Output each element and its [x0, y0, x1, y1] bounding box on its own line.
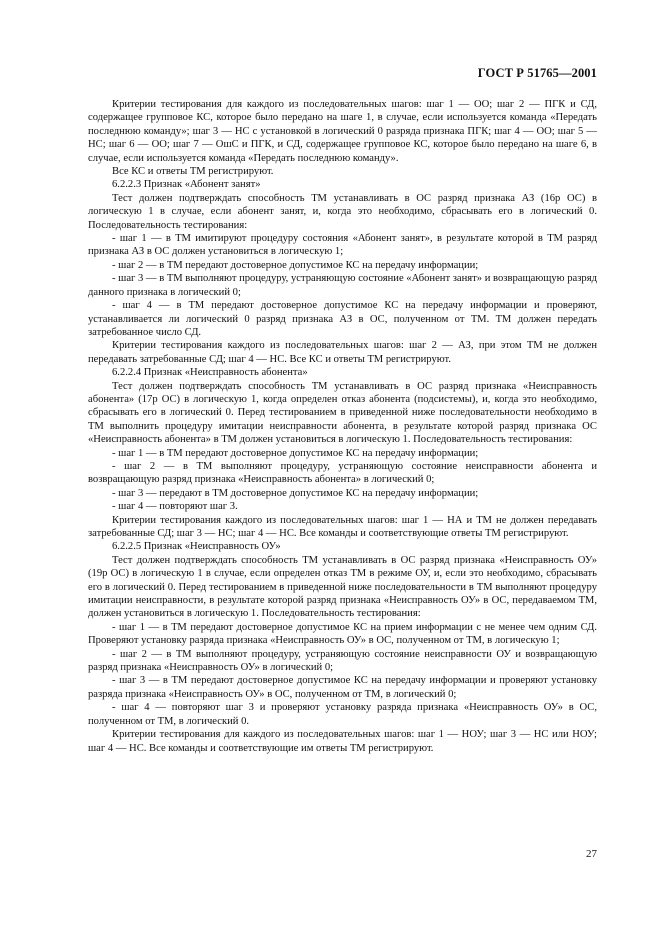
paragraph: Все КС и ответы ТМ регистрируют.: [112, 166, 274, 178]
paragraph: Тест должен подтверждать способность ТМ устанавливать в ОС разряд признака АЗ (16р ОС) в логическую 1 в случае, если абонент занят, и, когда это необходимо, сбрасывать его в логический 0. Последовательность тестирования:: [88, 192, 597, 231]
list-item: - шаг 4 — повторяют шаг 3 и проверяют установку разряда признака «Неисправность ОУ» в ОС, полученном от ТМ, в логический 0.: [88, 702, 597, 727]
list-item: - шаг 2 — в ТМ передают достоверное допустимое КС на передачу информации;: [112, 259, 479, 271]
section-heading: 6.2.2.5 Признак «Неисправность ОУ»: [112, 541, 281, 553]
standard-header: ГОСТ Р 51765—2001: [477, 66, 597, 80]
paragraph: Критерии тестирования каждого из последовательных шагов: шаг 2 — АЗ, при этом ТМ не должен передавать затребованные СД; шаг 4 — НС. Все КС и ответы ТМ регистрируют.: [88, 340, 597, 365]
paragraph: Тест должен подтверждать способность ТМ устанавливать в ОС разряд признака «Неисправность ОУ» (19р ОС) в логическую 1 в случае, если определен отказ ТМ в режиме ОУ, и, если это необходимо, сбрасывать его в логический 0. Перед тестированием в приведенной ниже последовательности в ТМ выполняют процедуру имитации неисправности, в результате которой разряд признака «Неисправность ОУ» в ОС, передаваемом ТМ, должен установиться в логическую 1. Последовательность тестирования:: [88, 554, 597, 620]
paragraph: Тест должен подтверждать способность ТМ устанавливать в ОС разряд признака «Неисправность абонента» (17р ОС) в логическую 1, когда определен отказ абонента (подсистемы), и, когда это необходимо, сбрасывать его в логический 0. Перед тестированием в приведенной ниже последовательности необходимо в ТМ выполнить процедуру имитации неисправности абонента, в результате которой разряд признака ОС «Неисправность абонента» в ТМ должен установиться в логическую 1. Последовательность тестирования:: [88, 380, 597, 446]
list-item: - шаг 4 — в ТМ передают достоверное допустимое КС на передачу информации и проверяют, устанавливается ли логический 0 разряд признака АЗ в ОС, полученном от ТМ. ТМ должен передать затребованное число СД.: [88, 300, 597, 338]
paragraph: Критерии тестирования для каждого из последовательных шагов: шаг 1 — ОО; шаг 2 — ПГК и СД, содержащее групповое КС, которое было передано на шаге 1, в случае, если используется команда «Передать последнюю команду»; шаг 3 — НС с установкой в логический 0 разряда признака ПГК; шаг 4 — ОО; шаг 5 — НС; шаг 6 — ОО; шаг 7 — ОшС и ПГК, и СД, содержащее групповое КС, которое было передано на шаге 6, в случае, если используется команда «Передать последнюю команду».: [88, 99, 597, 164]
list-item: - шаг 2 — в ТМ выполняют процедуру, устраняющую состояние неисправности ОУ и возвращающую разряд признака «Неисправность ОУ» в логический 0;: [88, 648, 597, 674]
list-item: - шаг 4 — повторяют шаг 3.: [112, 501, 238, 513]
list-item: - шаг 3 — в ТМ выполняют процедуру, устраняющую состояние «Абонент занят» и возвращающую разряд данного признака в логический 0;: [88, 273, 597, 298]
list-item: - шаг 1 — в ТМ имитируют процедуру состояния «Абонент занят», в результате которой в ТМ разряд признака АЗ в ОС должен установиться в логическую 1;: [88, 233, 597, 258]
section-heading: 6.2.2.3 Признак «Абонент занят»: [112, 179, 261, 191]
list-item: - шаг 1 — в ТМ передают достоверное допустимое КС на передачу информации;: [112, 447, 479, 459]
list-item: - шаг 3 — передают в ТМ достоверное допустимое КС на передачу информации;: [112, 487, 479, 499]
list-item: - шаг 1 — в ТМ передают достоверное допустимое КС на прием информации с не менее чем одним СД. Проверяют установку разряда признака «Неисправность ОУ» в ОС, полученном от ТМ, в логическую 1;: [88, 621, 597, 647]
section-heading: 6.2.2.4 Признак «Неисправность абонента»: [112, 367, 308, 379]
list-item: - шаг 3 — в ТМ передают достоверное допустимое КС на передачу информации и проверяют установку разряда признака «Неисправность ОУ» в ОС, полученном от ТМ, в логический 0;: [88, 675, 597, 700]
list-item: - шаг 2 — в ТМ выполняют процедуру, устраняющую состояние неисправности абонента и возвращающую разряд признака «Неисправность абонента» в логический 0;: [88, 460, 597, 486]
page-number: 27: [586, 848, 597, 860]
paragraph: Критерии тестирования для каждого из последовательных шагов: шаг 1 — НОУ; шаг 3 — НС или НОУ; шаг 4 — НС. Все команды и соответствующие им ответы ТМ регистрируют.: [88, 729, 597, 754]
paragraph: Критерии тестирования каждого из последовательных шагов: шаг 1 — НА и ТМ не должен передавать затребованные СД; шаг 3 — НС; шаг 4 — НС. Все команды и соответствующие ответы ТМ регистрируют.: [88, 514, 597, 539]
document-body: [88, 98, 597, 755]
